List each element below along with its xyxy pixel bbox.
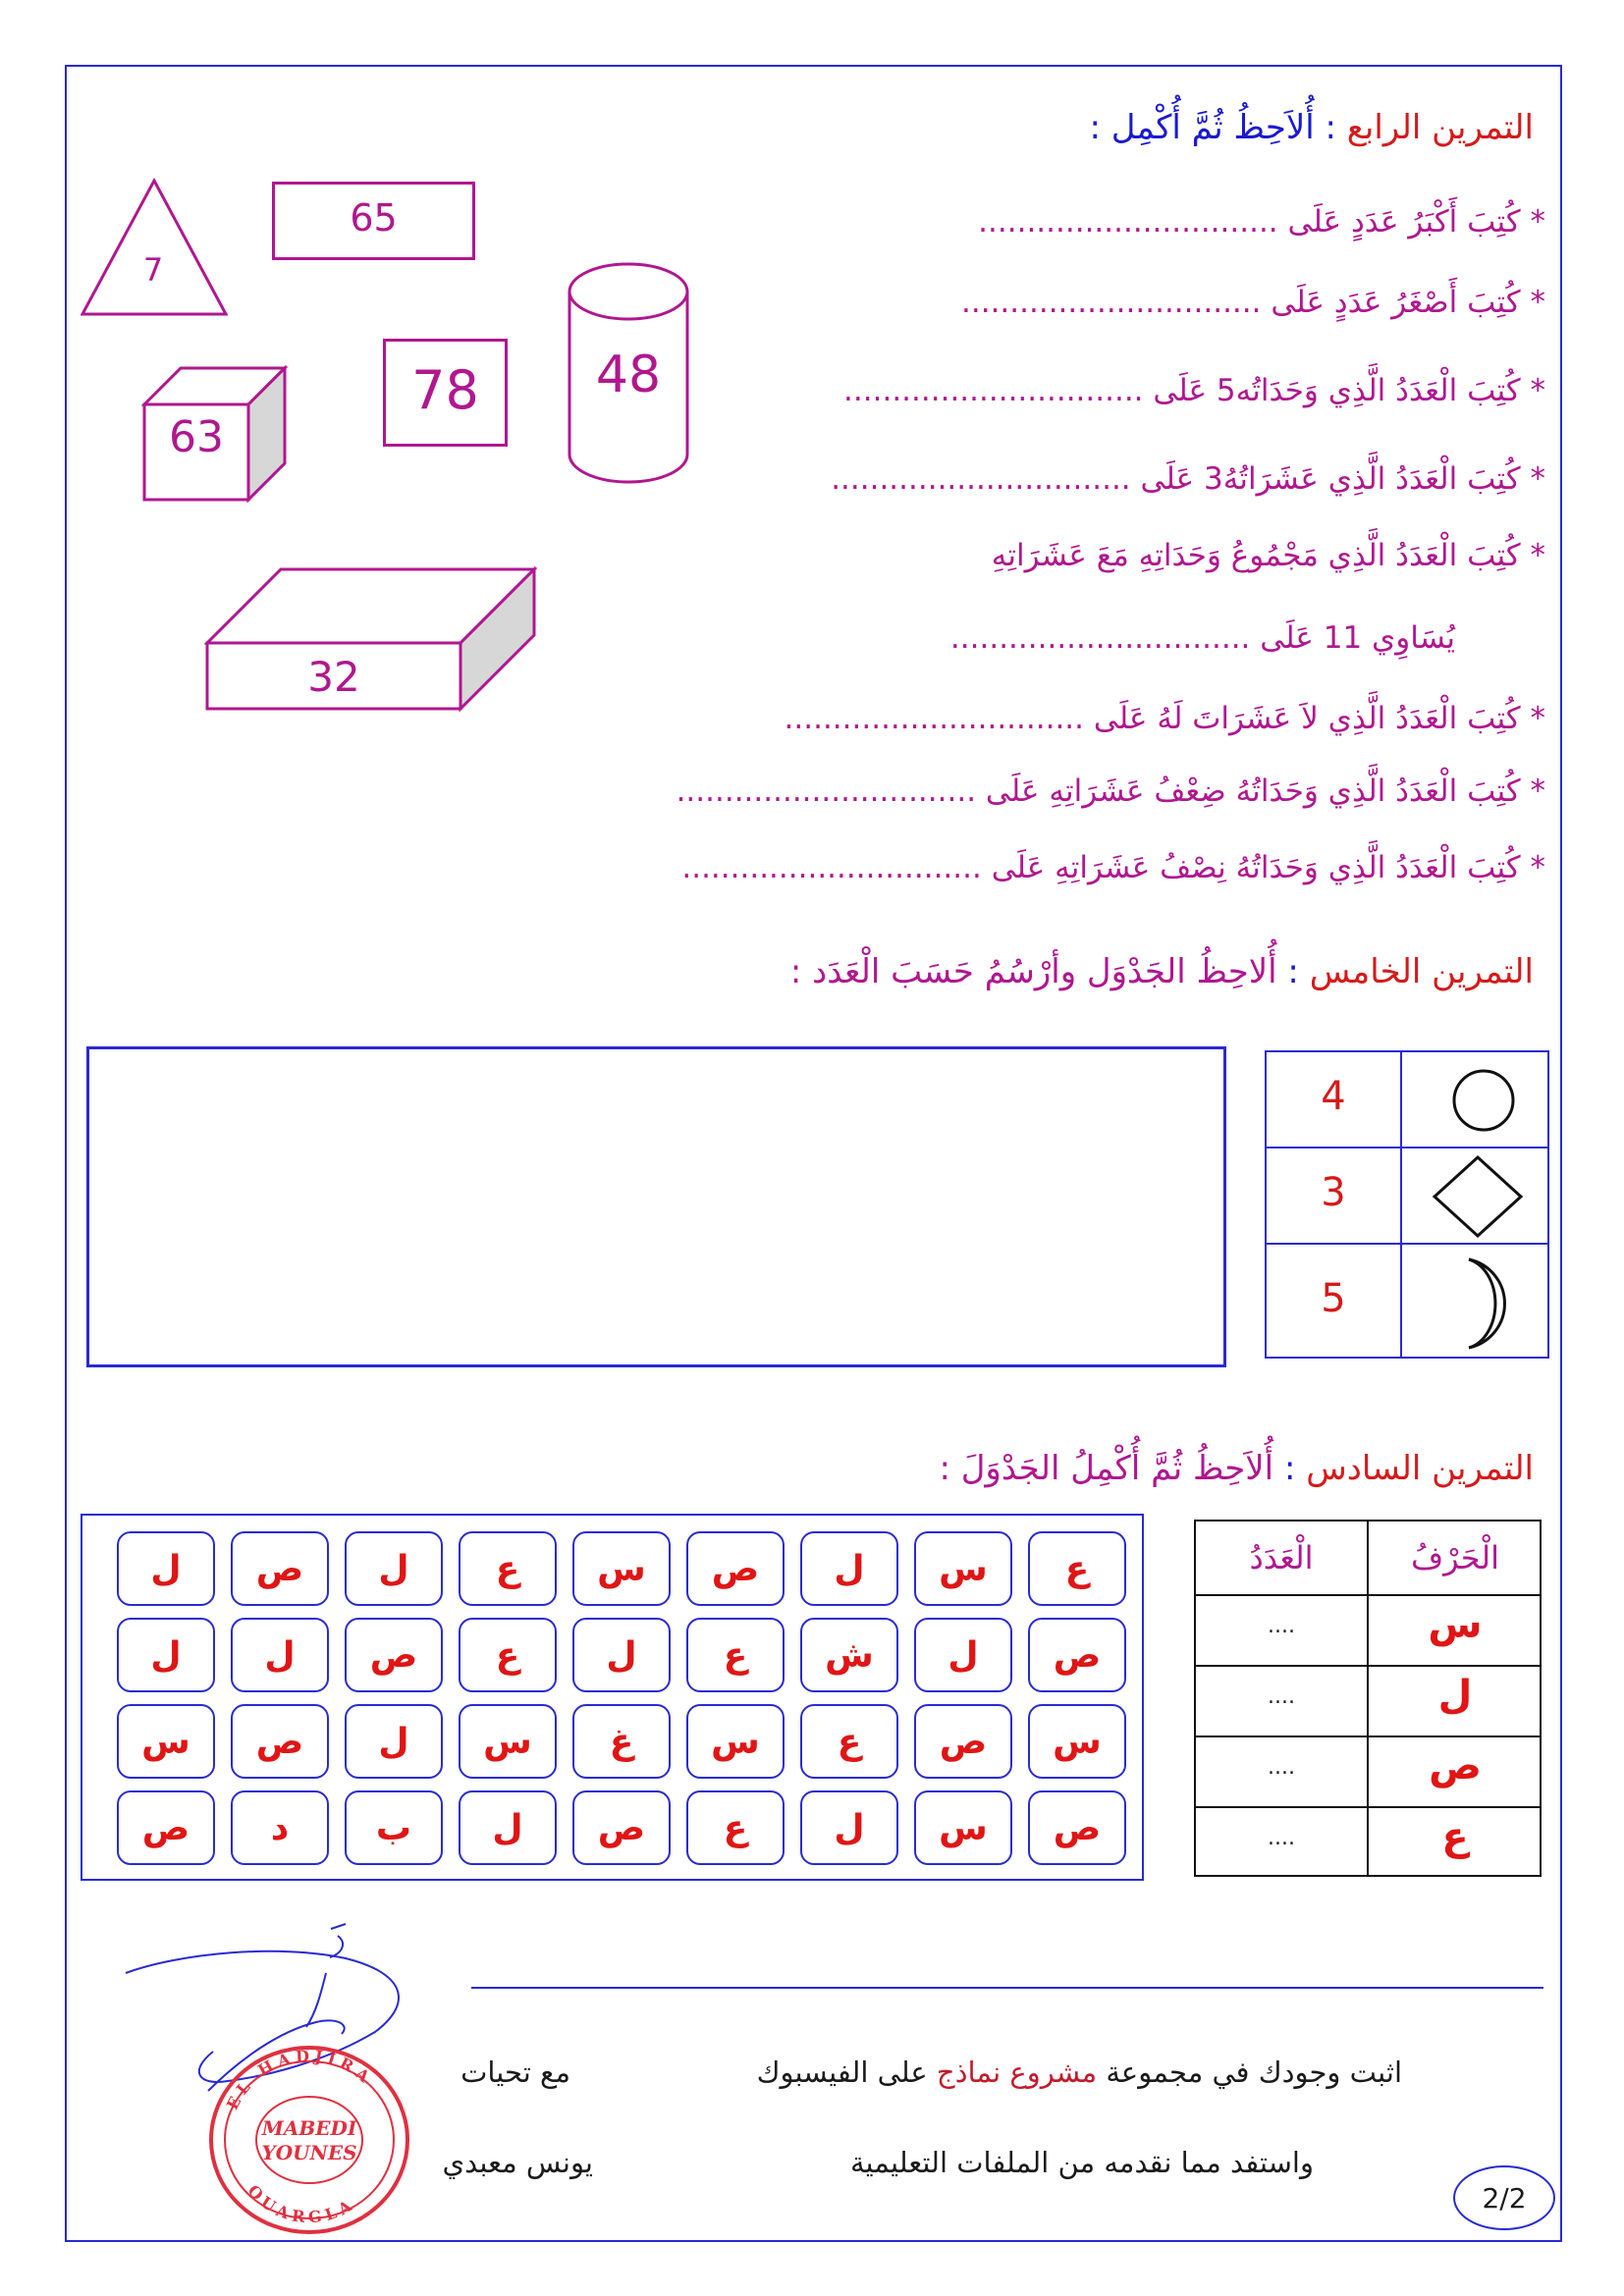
letter-cell: ل <box>231 1618 329 1692</box>
footer-greeting <box>460 2056 570 2089</box>
page-number: 2/2 <box>1482 2181 1527 2215</box>
ex6-sep: : <box>1283 1449 1296 1488</box>
ex5-heading <box>790 952 1534 991</box>
letter-cell: ل <box>800 1790 898 1865</box>
letter-cell: غ <box>572 1704 671 1779</box>
letter-cell: س <box>914 1531 1012 1606</box>
letter-cell: ع <box>1028 1531 1126 1606</box>
stamp-image <box>201 2042 417 2238</box>
answer-dots[interactable]: ............................... <box>949 620 1251 656</box>
answer-dots[interactable]: ............................... <box>676 774 977 809</box>
drawing-area[interactable] <box>86 1046 1226 1367</box>
line-text: * كُتِبَ الْعَدَدُ الَّذِي وَحَدَاتُه5 عَلَى <box>1153 373 1545 408</box>
ex4-line-5 <box>992 538 1545 573</box>
page-number-badge <box>1453 2165 1555 2230</box>
ex6-label: التمرين السادس <box>1306 1449 1534 1488</box>
letter-cell: ص <box>572 1790 671 1865</box>
footer-rule <box>471 1987 1543 1989</box>
letter-cell: ص <box>345 1618 443 1692</box>
footer-text: اثبت وجودك في مجموعة <box>1097 2056 1402 2089</box>
ex6-instruction: أُلاَحِظُ ثُمَّ أُكْمِلُ الجَدْوَلَ : <box>939 1449 1274 1488</box>
letter-cell: ع <box>686 1618 785 1692</box>
letter-cell: ص <box>1028 1618 1126 1692</box>
letter-cell: س <box>572 1531 671 1606</box>
letter-cell: ل <box>459 1790 557 1865</box>
square-number: 78 <box>411 359 479 421</box>
letter-cell: ل <box>914 1618 1012 1692</box>
ex4-line-6 <box>950 620 1455 656</box>
footer-author <box>442 2146 593 2179</box>
table-row <box>1267 1245 1547 1361</box>
letter-cell: ع <box>686 1790 785 1865</box>
letter-count-table <box>1194 1520 1542 1877</box>
letter-cell: س <box>1028 1704 1126 1779</box>
answer-dots[interactable]: ............................... <box>831 461 1131 497</box>
letter-cell: ص <box>914 1704 1012 1779</box>
footer-text: واستفد مما نقدمه من الملفات التعليمية <box>849 2146 1314 2179</box>
count-cell[interactable]: .... <box>1268 1826 1295 1850</box>
ex4-line-9 <box>681 850 1545 885</box>
letter-cell: ع <box>459 1531 557 1606</box>
crescent-icon <box>1459 1255 1528 1353</box>
author-name: يونس معبدي <box>442 2146 593 2179</box>
letter-cell: ل <box>345 1704 443 1779</box>
stamp-bottom-text: OUARGLA <box>244 2181 359 2227</box>
ex5-sep: : <box>1287 952 1299 991</box>
letter-cell: ص <box>1028 1790 1126 1865</box>
ex4-sep: : <box>1325 108 1336 147</box>
ex4-line-8 <box>677 774 1545 809</box>
letter-cell: ش <box>800 1618 898 1692</box>
letter-cell: ب <box>345 1790 443 1865</box>
row-line <box>1196 1594 1540 1596</box>
count-cell[interactable]: .... <box>1268 1684 1295 1709</box>
shape-count-table <box>1265 1050 1549 1359</box>
ex5-instruction: أُلاحِظُ الجَدْوَل وأرْسُمُ حَسَبَ الْعَدَد : <box>789 952 1277 991</box>
table-row <box>1267 1148 1547 1245</box>
ex5-label: التمرين الخامس <box>1309 952 1534 991</box>
letter-cell: ل <box>1437 1673 1473 1718</box>
ex4-instruction: أُلاَحِظُ ثُمَّ أُكْمِل : <box>1089 108 1315 147</box>
letter-cell: ع <box>1441 1814 1469 1859</box>
ex4-line-1 <box>978 204 1545 240</box>
letter-cell: ل <box>345 1531 443 1606</box>
row-line <box>1196 1735 1540 1737</box>
letter-cell: ص <box>117 1790 215 1865</box>
line-text: * كُتِبَ أَصْغَرُ عَدَدٍ عَلَى <box>1271 285 1545 320</box>
letter-cell: س <box>914 1790 1012 1865</box>
letter-cell: د <box>231 1790 329 1865</box>
greeting-text: مع تحيات <box>460 2056 570 2089</box>
answer-dots[interactable]: ............................... <box>681 850 982 885</box>
col-header-count: الْعَدَدُ <box>1249 1539 1314 1576</box>
letter-cell: ع <box>459 1618 557 1692</box>
ex4-line-2 <box>961 285 1545 320</box>
line-text: * كُتِبَ الْعَدَدُ الَّذِي عَشَرَاتُهُ3 عَلَى <box>1140 461 1545 497</box>
diamond-icon <box>1432 1154 1524 1239</box>
stamp-name-2: YOUNES <box>261 2141 357 2164</box>
row-line <box>1196 1806 1540 1808</box>
letter-cell: ع <box>800 1704 898 1779</box>
count-cell[interactable]: .... <box>1268 1755 1295 1780</box>
line-text: * كُتِبَ الْعَدَدُ الَّذِي وَحَدَاتُهُ ضِعْفُ عَشَرَاتِهِ عَلَى <box>985 774 1545 809</box>
col-header-letter: الْحَرْفُ <box>1410 1539 1500 1576</box>
line-text: * كُتِبَ الْعَدَدُ الَّذِي لاَ عَشَرَاتَ لَهُ عَلَى <box>1093 701 1545 736</box>
letter-cell: ص <box>1429 1743 1482 1789</box>
answer-dots[interactable]: ............................... <box>961 285 1262 320</box>
letter-cell: ص <box>231 1531 329 1606</box>
rectangle-number: 65 <box>350 196 398 240</box>
triangle-shape <box>81 177 228 319</box>
footer-line-1 <box>757 2056 1402 2089</box>
answer-dots[interactable]: ............................... <box>784 701 1085 736</box>
footer-line-2 <box>850 2146 1314 2179</box>
letter-grid <box>81 1514 1144 1881</box>
ex4-line-3 <box>843 373 1545 408</box>
row-line <box>1196 1665 1540 1667</box>
count-value: 5 <box>1321 1276 1346 1321</box>
stamp-top-text: EL HADJIRA <box>222 2046 377 2113</box>
cylinder-number: 48 <box>595 346 662 404</box>
ex4-heading <box>1090 108 1534 147</box>
letter-cell: س <box>117 1704 215 1779</box>
line-text: * كُتِبَ الْعَدَدُ الَّذِي وَحَدَاتُهُ نِصْفُ عَشَرَاتِهِ عَلَى <box>991 850 1545 885</box>
ex4-label: التمرين الرابع <box>1346 108 1534 147</box>
letter-cell: ص <box>231 1704 329 1779</box>
letter-cell: س <box>1428 1602 1483 1647</box>
letter-cell: ل <box>117 1618 215 1692</box>
line-text: * كُتِبَ الْعَدَدُ الَّذِي مَجْمُوعُ وَحَدَاتِهِ مَعَ عَشَرَاتِهِ <box>991 538 1545 573</box>
letter-cell: س <box>459 1704 557 1779</box>
table-row <box>1267 1052 1547 1148</box>
answer-dots[interactable]: ............................... <box>978 204 1278 240</box>
answer-dots[interactable]: ............................... <box>843 373 1144 408</box>
circle-icon <box>1449 1068 1518 1133</box>
letter-cell: ل <box>800 1531 898 1606</box>
line-text: يُسَاوِي 11 عَلَى <box>1260 620 1455 656</box>
letter-cell: ل <box>572 1618 671 1692</box>
letter-cell: س <box>686 1704 785 1779</box>
ex4-line-4 <box>831 461 1545 497</box>
stamp-name-1: MABEDI <box>261 2116 357 2140</box>
letter-cell: ل <box>117 1531 215 1606</box>
count-value: 4 <box>1321 1074 1346 1119</box>
box-number: 32 <box>307 653 360 701</box>
ex4-line-7 <box>785 701 1545 736</box>
count-cell[interactable]: .... <box>1268 1614 1295 1638</box>
group-name: مشروع نماذج <box>936 2056 1098 2089</box>
cube-number: 63 <box>169 412 224 462</box>
line-text: * كُتِبَ أَكْبَرُ عَدَدٍ عَلَى <box>1287 204 1545 240</box>
footer-text: على الفيسبوك <box>756 2056 937 2089</box>
ex6-heading <box>939 1449 1534 1488</box>
triangle-number: 7 <box>142 251 164 289</box>
letter-cell: ص <box>686 1531 785 1606</box>
count-value: 3 <box>1321 1170 1346 1215</box>
